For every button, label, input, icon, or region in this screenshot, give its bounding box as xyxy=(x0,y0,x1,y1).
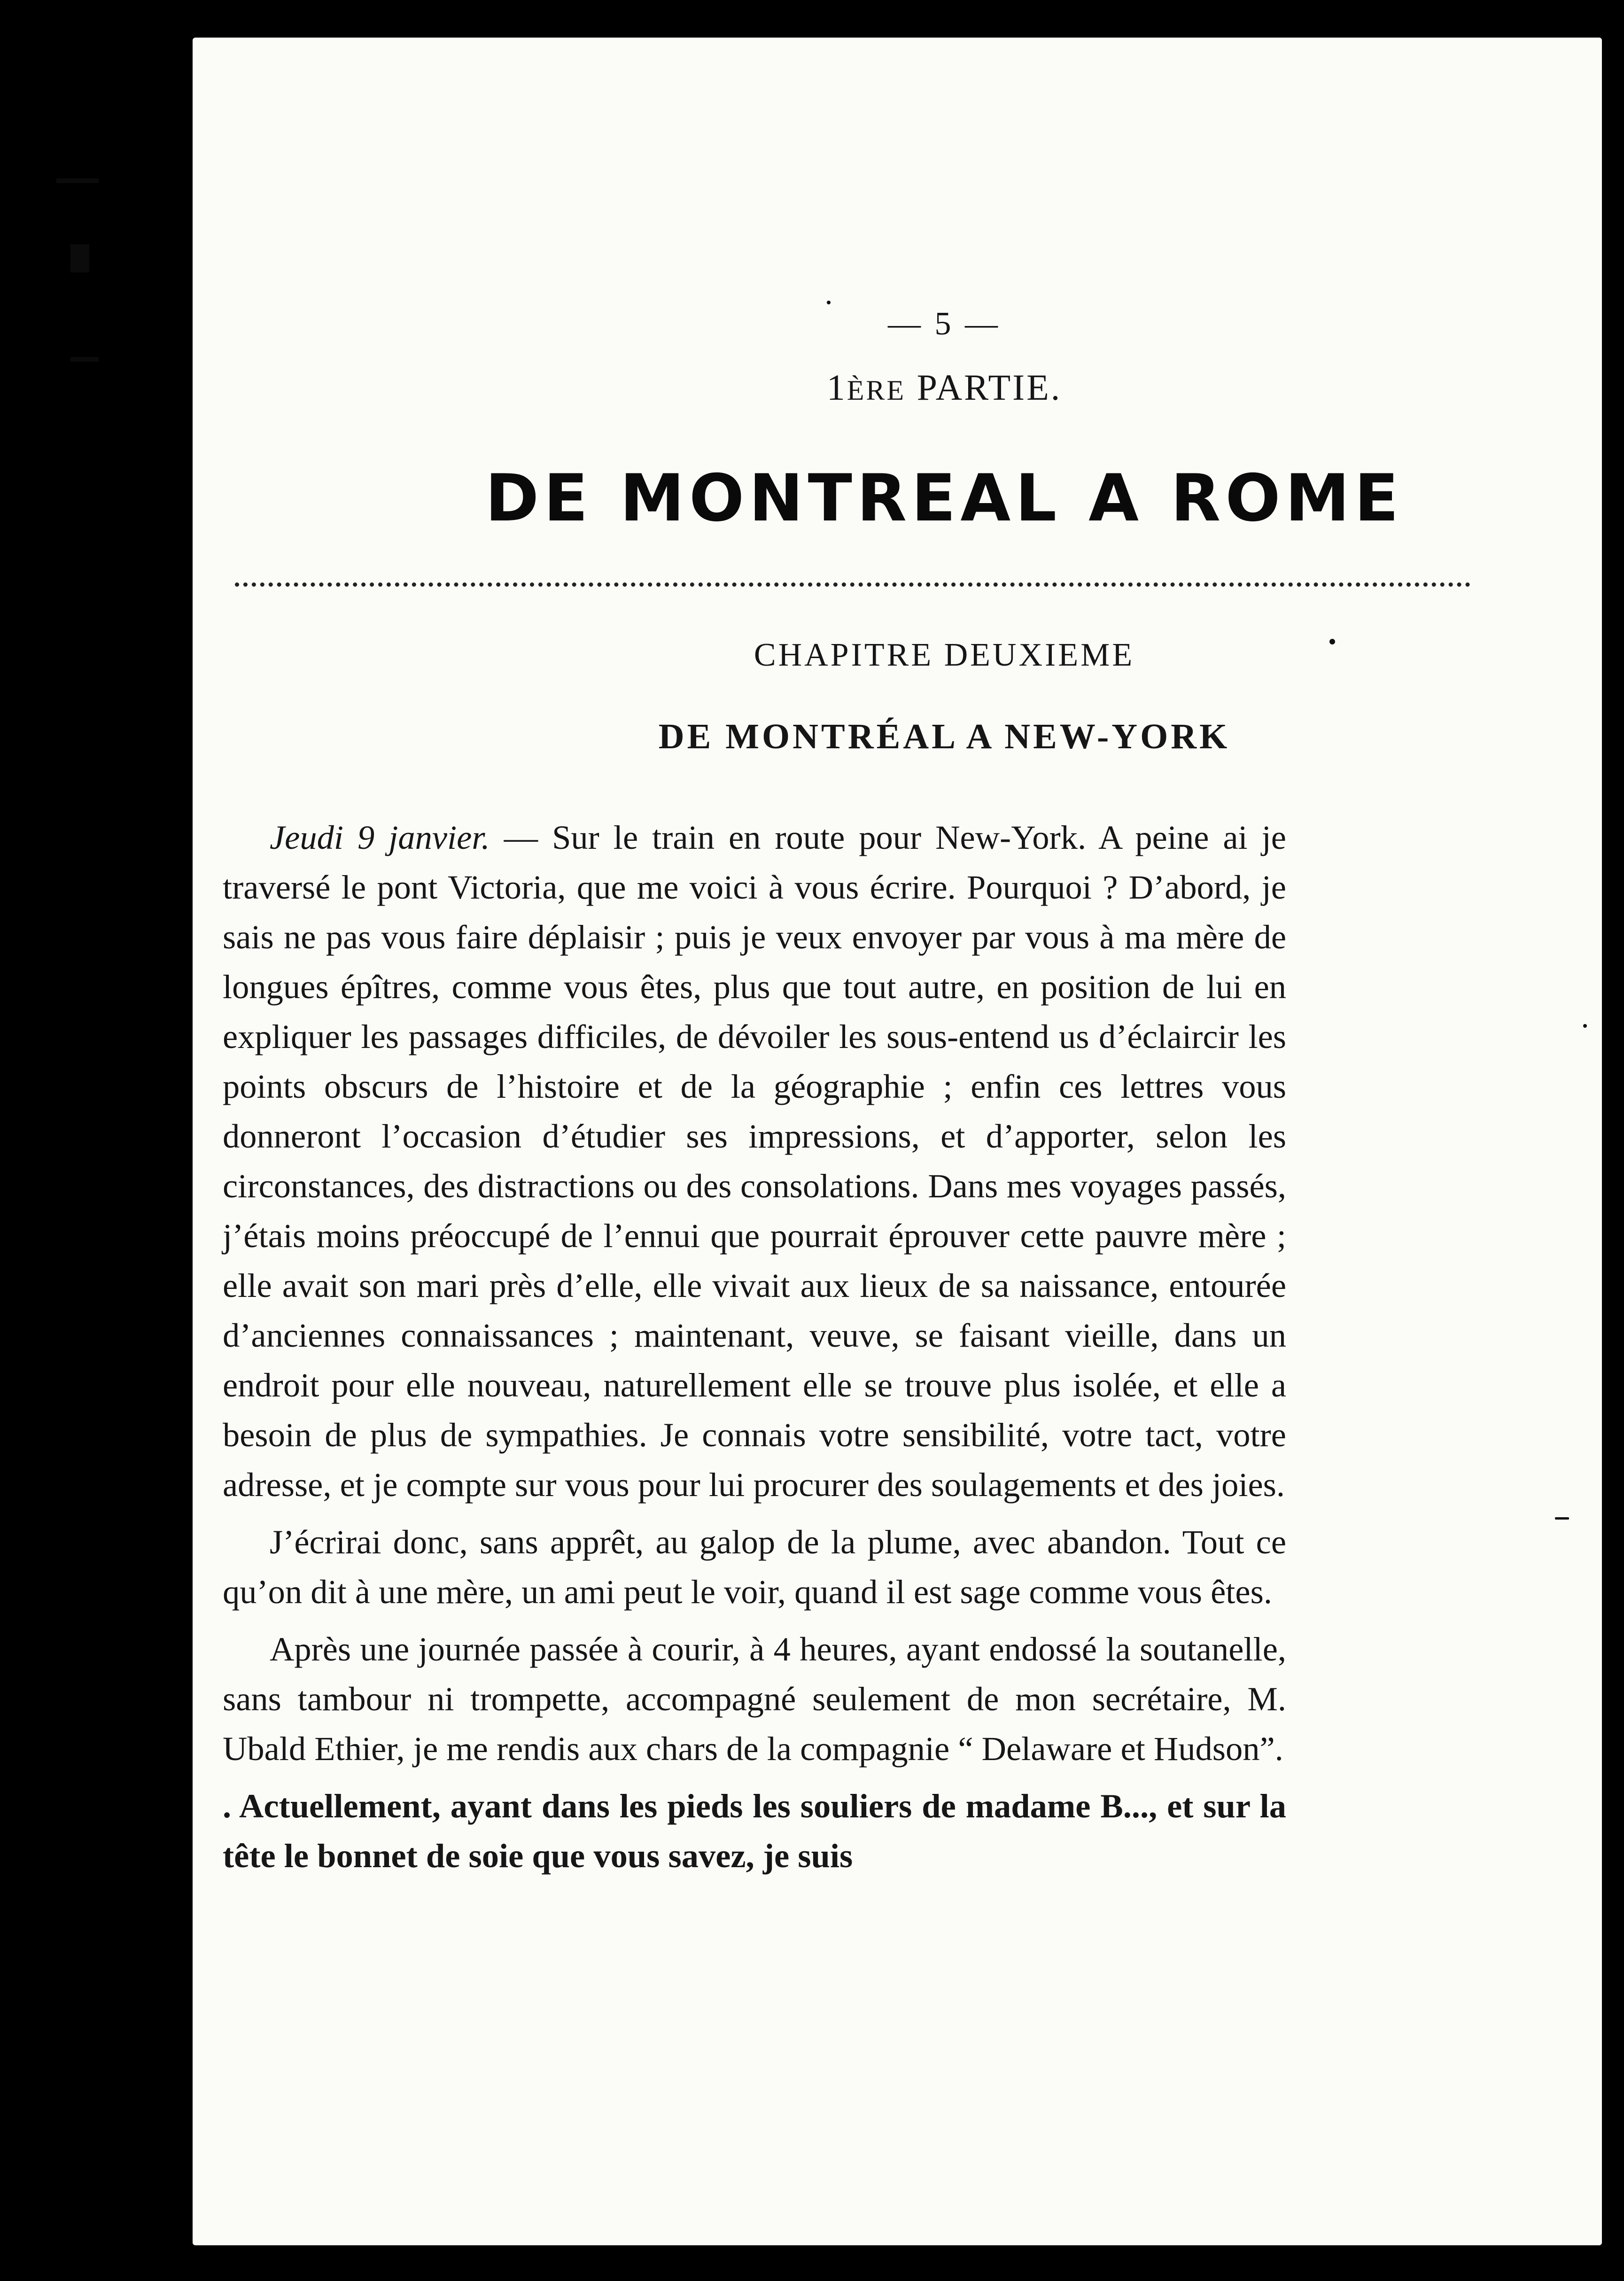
page-title: DE MONTREAL A ROME xyxy=(485,460,1404,536)
paragraph-date: Jeudi 9 janvier. xyxy=(270,818,490,856)
body-text xyxy=(223,813,1286,1881)
decorative-rule xyxy=(235,582,1470,587)
part-label-text: PARTIE. xyxy=(906,367,1062,408)
paragraph: . Actuellement, ayant dans les pieds les souliers de madame B..., et sur la tête le bonnet de soie que vous savez, je suis xyxy=(223,1787,1286,1875)
scan-mark xyxy=(70,357,99,362)
paragraph: J’écrirai donc, sans apprêt, au galop de la plume, avec abandon. Tout ce qu’on dit à une mère, un ami peut le voir, quand il est sage comme vous êtes. xyxy=(223,1523,1286,1611)
part-label xyxy=(615,366,1273,409)
paragraph-text: — Sur le train en route pour New-York. A peine ai je traversé le pont Victoria, que me voici à vous écrire. Pourquoi ? D’abord, je sais ne pas vous faire déplaisir ; puis je veux envoyer par vous à ma mère de longues épîtres, comme vous êtes, plus que tout autre, en position de lui en expliquer les passages difficiles, de dévoiler les sous-entend us d’éclaircir les points obscurs de l’histoire et de la géographie ; enfin ces lettres vous donneront l’occasion d’étudier ses impressions, et d’apporter, selon les circonstances, des distractions ou des consolations. Dans mes voyages passés, j’étais moins préoccupé de l’ennui que pourrait éprouver cette pauvre mère ; elle avait son mari près d’elle, elle vivait aux lieux de sa naissance, entourée d’anciennes connaissances ; maintenant, veuve, se faisant vieille, dans un endroit pour elle nouveau, naturellement elle se trouve plus isolée, et elle a besoin de plus de sympathies. Je connais votre sensibilité, votre tact, votre adresse, et je compte sur vous pour lui procurer des soulagements et des joies. xyxy=(223,818,1286,1504)
paragraph xyxy=(223,813,1286,1510)
paragraph: Après une journée passée à courir, à 4 heures, ayant endossé la soutanelle, sans tambour ni trompette, accompagné seulement de mon secrétaire, M. Ubald Ethier, je me rendis aux chars de la compagnie “ Delaware et Hudson”. xyxy=(223,1630,1286,1768)
chapter-subtitle: DE MONTRÉAL A NEW-YORK xyxy=(658,717,1230,756)
part-label-number: 1 xyxy=(826,367,847,408)
scan-binding-edge xyxy=(0,0,193,2281)
chapter-heading: CHAPITRE DEUXIEME xyxy=(754,637,1135,673)
scan-mark xyxy=(56,178,99,183)
part-label-ordinal: ÈRE xyxy=(847,375,906,406)
page-number: — 5 — xyxy=(888,306,1001,342)
scan-mark xyxy=(70,244,89,272)
document-page xyxy=(193,38,1602,2245)
